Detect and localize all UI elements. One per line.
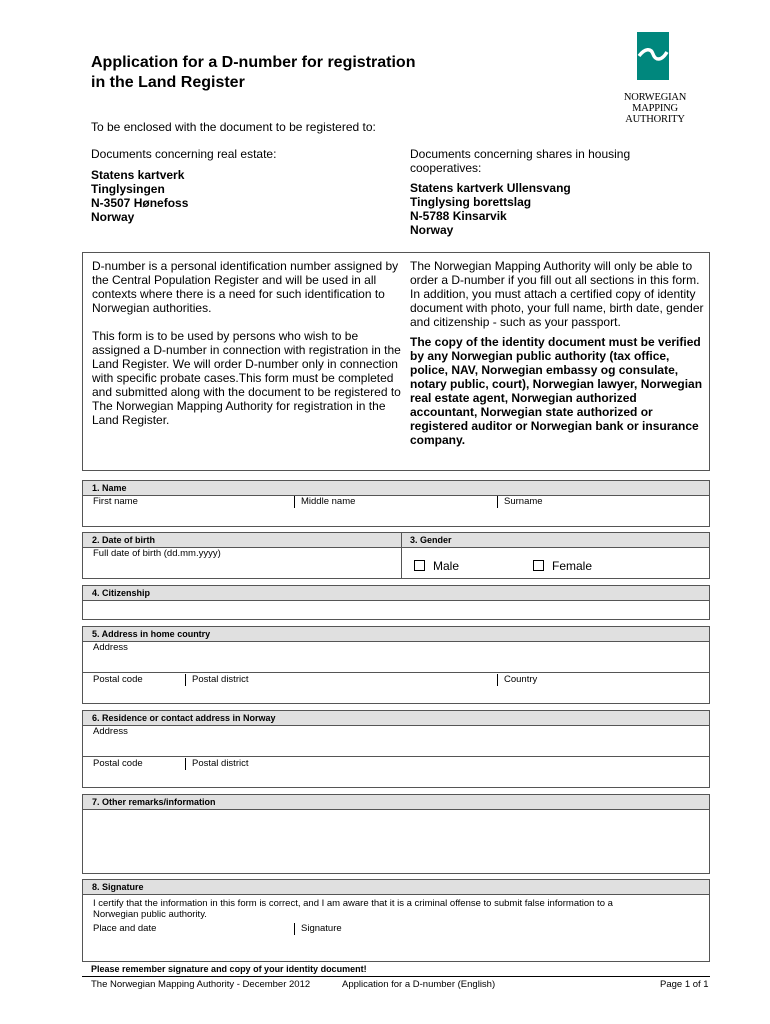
title-line-1: Application for a D-number for registration [91, 54, 416, 71]
logo [600, 32, 710, 125]
address-line: Norway [410, 223, 454, 237]
address-line: Statens kartverk [91, 168, 185, 182]
section-name [82, 480, 710, 527]
postal-code-label: Postal code [93, 674, 143, 685]
dob-input[interactable] [83, 548, 401, 578]
section-title: 1. Name [83, 481, 709, 496]
signature-label: Signature [301, 923, 342, 934]
postal-district-label: Postal district [192, 674, 249, 685]
info-left-column [92, 259, 402, 441]
reminder-text: Please remember signature and copy of your identity document! [91, 964, 367, 974]
info-paragraph: This form is to be used by persons who wish to be assigned a D-number in connection with registration in the Land Register. We will order D-number only in connection with specific probate cases.This form must be completed and submitted along with the document to be registered to The Norwegian Mapping Authority for registration in the Land Register. [92, 329, 401, 427]
footer-left: The Norwegian Mapping Authority - December 2012 [91, 979, 311, 990]
female-checkbox[interactable] [533, 560, 544, 571]
norway-address-input[interactable] [83, 726, 709, 756]
info-right-column [410, 259, 706, 461]
certify-text-1: I certify that the information in this form is correct, and I am aware that it is a criminal offense to submit false information to a [93, 898, 613, 909]
postal-district-label: Postal district [192, 758, 249, 769]
address-label: Address [93, 642, 128, 653]
section-dob-gender [82, 532, 710, 579]
middle-name-label: Middle name [301, 496, 356, 507]
postal-code-label: Postal code [93, 758, 143, 769]
section-citizenship [82, 585, 710, 620]
address-label: Address [93, 726, 128, 737]
housing-coop-heading-2: cooperatives: [410, 161, 482, 175]
section-norway-address [82, 710, 710, 788]
column-divider [401, 533, 402, 578]
dob-label: Full date of birth (dd.mm.yyyy) [93, 548, 221, 559]
real-estate-address-block [91, 147, 391, 224]
country-label: Country [504, 674, 538, 685]
logo-text [600, 92, 710, 125]
norway-postal-input-row[interactable] [83, 757, 709, 787]
female-label: Female [552, 559, 593, 573]
section-remarks [82, 794, 710, 874]
section-title: 4. Citizenship [83, 586, 709, 601]
housing-coop-address-block [410, 147, 700, 237]
signature-input[interactable] [295, 923, 709, 961]
housing-coop-heading-1: Documents concerning shares in housing [410, 147, 631, 161]
real-estate-heading: Documents concerning real estate: [91, 147, 277, 161]
section-title: 8. Signature [83, 880, 709, 895]
info-box [82, 252, 710, 471]
name-input-area[interactable] [83, 496, 709, 526]
certify-text-2: Norwegian public authority. [93, 909, 207, 920]
address-line: N-3507 Hønefoss [91, 196, 189, 210]
section-header-row [83, 533, 709, 548]
section-home-address [82, 626, 710, 704]
male-label: Male [433, 559, 460, 573]
info-paragraph: The Norwegian Mapping Authority will only be able to order a D-number if you fill out all sections in this form. In addition, you must attach a certified copy of identity document with photo, your full name, birth date, gender and citizenship - such as your passport. [410, 259, 704, 329]
address-line: N-5788 Kinsarvik [410, 209, 507, 223]
footer-center: Application for a D-number (English) [342, 979, 496, 990]
footer-divider [82, 976, 710, 977]
place-date-input[interactable] [83, 923, 294, 961]
home-postal-input-row[interactable] [83, 673, 709, 703]
logo-line-1: NORWEGIAN MAPPING [623, 92, 687, 114]
section-title: 3. Gender [410, 535, 452, 545]
address-line: Tinglysingen [91, 182, 165, 196]
remarks-textarea[interactable] [83, 810, 709, 873]
place-date-label: Place and date [93, 923, 157, 934]
section-title: 6. Residence or contact address in Norway [83, 711, 709, 726]
page-number: Page 1 of 1 [660, 979, 709, 990]
first-name-label: First name [93, 496, 138, 507]
section-title: 2. Date of birth [92, 535, 156, 545]
info-paragraph-bold: The copy of the identity document must be verified by any Norwegian public authority (tax office, police, NAV, Norwegian embassy og consulate, notary public, court), Norwegian lawyer, Norwegian real estate agent, Norwegian authorized accountant, Norwegian state authorized or registered auditor or Norwegian bank or insurance company. [410, 335, 703, 447]
citizenship-input[interactable] [83, 601, 709, 619]
address-line: Tinglysing borettslag [410, 195, 532, 209]
address-line: Norway [91, 210, 135, 224]
male-checkbox[interactable] [414, 560, 425, 571]
section-signature [82, 879, 710, 962]
section-title: 5. Address in home country [83, 627, 709, 642]
section-title: 7. Other remarks/information [83, 795, 709, 810]
intro-text: To be enclosed with the document to be registered to: [91, 120, 376, 134]
info-paragraph: D-number is a personal identification number assigned by the Central Population Register and will be used in all contexts where there is a need for such identification to Norwegian authorities. [92, 259, 399, 315]
mapping-authority-logo-icon [637, 32, 669, 80]
title-line-2: in the Land Register [91, 74, 245, 91]
surname-label: Surname [504, 496, 543, 507]
address-line: Statens kartverk Ullensvang [410, 181, 571, 195]
logo-line-2: AUTHORITY [625, 114, 685, 125]
home-address-input[interactable] [83, 642, 709, 672]
page-title [91, 53, 415, 93]
